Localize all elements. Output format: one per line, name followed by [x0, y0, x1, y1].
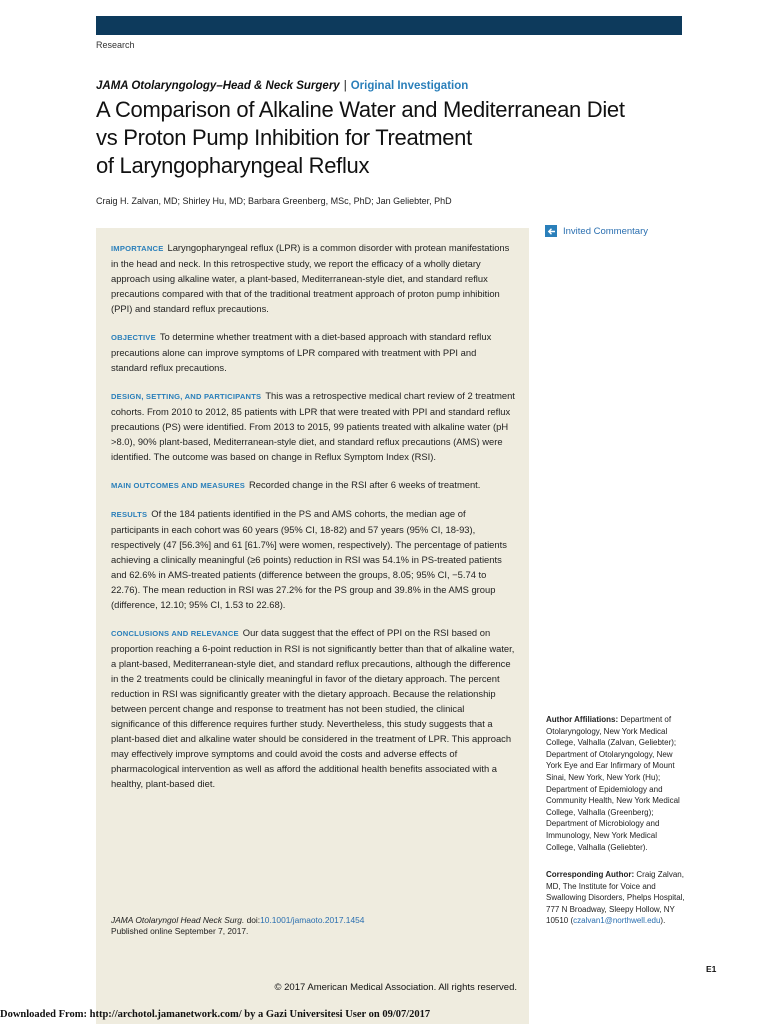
abstract-conclusions: [111, 625, 515, 791]
abstract-outcomes: [111, 477, 515, 493]
abstract-label: RESULTS: [111, 510, 148, 519]
abstract-text: Our data suggest that the effect of PPI on the RSI based on proportion reaching a 6-point reduction in RSI is not significantly better than that of alkaline water, a plant-based, Mediterranean-style diet, and standard reflux precautions, although the difference in the 2 treatments could be clinically meaningful in favor of the dietary approach. The percent reduction in RSI was significantly greater with the dietary approach. Because the relationship between percent change and response to treatment has not been studied, the clinical significance of this difference requires further study. Nevertheless, this study suggests that a plant-based diet and alkaline water should be considered in the treatment of LPR. This approach may effectively improve symptoms and could avoid the costs and adverse effects of pharmacological intervention as well as afford the additional health benefits associated with a healthy, plant-based diet.: [111, 627, 515, 789]
arrow-left-icon: [545, 225, 557, 237]
abstract-importance: [111, 240, 515, 316]
title-line: vs Proton Pump Inhibition for Treatment: [96, 125, 472, 150]
abstract-text: Of the 184 patients identified in the PS and AMS cohorts, the median age of participants in each cohort was 60 years (95% CI, 18-82) and 57 years (95% CI, 18-93), respectively (47 [56.3%] and 61 [61.7%] were women, respectively). The percentage of patients achieving a clinically meaningful (≥6 points) reduction in RSI was 54.1% in PS-treated patients and 62.6% in AMS-treated patients (difference between the groups, 8.05; 95% CI, −5.74 to 22.76). The mean reduction in RSI was 27.2% for the PS group and 39.8% in the AMS group (difference, 12.10; 95% CI, 1.53 to 22.68).: [111, 508, 507, 610]
corresponding-text: Craig Zalvan, MD, The Institute for Voice and Swallowing Disorders, Phelps Hospital, 777 N Broadway, Sleepy Hollow, NY 10510 (: [546, 870, 685, 926]
email-link[interactable]: czalvan1@northwell.edu: [573, 916, 661, 926]
journal-name: JAMA Otolaryngology–Head & Neck Surgery: [96, 80, 340, 92]
download-footer: Downloaded From: http://archotol.jamanetwork.com/ by a Gazi Universitesi User on 09/07/2017: [0, 1009, 431, 1020]
page-number: E1: [706, 964, 717, 974]
citation-block: [111, 915, 364, 937]
article-type-link[interactable]: Original Investigation: [350, 80, 469, 92]
doi-link[interactable]: 10.1001/jamaoto.2017.1454: [260, 915, 365, 925]
abstract-results: [111, 506, 515, 612]
author-affiliations: [546, 714, 686, 853]
abstract-label: OBJECTIVE: [111, 333, 156, 342]
abstract-label: DESIGN, SETTING, AND PARTICIPANTS: [111, 392, 262, 401]
abstract-design: [111, 388, 515, 464]
abstract-text: To determine whether treatment with a diet-based approach with standard reflux precautions alone can improve symptoms of LPR compared with treatment with PPI and standard reflux precautions.: [111, 331, 492, 373]
author-list: Craig H. Zalvan, MD; Shirley Hu, MD; Barbara Greenberg, MSc, PhD; Jan Geliebter, PhD: [96, 196, 452, 206]
copyright-text: © 2017 American Medical Association. All rights reserved.: [274, 982, 517, 993]
invited-commentary-label: Invited Commentary: [563, 225, 649, 237]
doi-prefix: doi:: [244, 915, 261, 925]
published-date: Published online September 7, 2017.: [111, 926, 249, 936]
citation-line: [111, 915, 364, 926]
abstract-label: CONCLUSIONS AND RELEVANCE: [111, 629, 239, 638]
section-label: Research: [96, 40, 135, 50]
copyright-notice: [96, 982, 529, 993]
abstract-text: Recorded change in the RSI after 6 weeks of treatment.: [249, 479, 481, 490]
invited-commentary-link[interactable]: [545, 225, 648, 237]
corresponding-label: Corresponding Author:: [546, 870, 635, 879]
title-line: of Laryngopharyngeal Reflux: [96, 153, 370, 178]
header-bar: [96, 16, 682, 35]
abstract-text: Laryngopharyngeal reflux (LPR) is a common disorder with protean manifestations in the head and neck. In this retrospective study, we report the efficacy of a wholly dietary approach using alkaline water, a plant-based, Mediterranean-style diet, and standard reflux precautions compared with that of the traditional treatment approach of proton pump inhibition (PPI) and standard reflux precautions.: [111, 242, 510, 314]
journal-separator: |: [343, 80, 347, 92]
affiliations-text: Department of Otolaryngology, New York Medical College, Valhalla (Zalvan, Geliebter); Department of Otolaryngology, New York Eye and Ear Infirmary of Mount Sinai, New York, New York (Hu); Department of Epidemiology and Community Health, New York Medical College, Valhalla (Greenberg); Department of Microbiology and Immunology, New York Medical College, Valhalla (Geliebter).: [546, 715, 680, 852]
abstract-label: MAIN OUTCOMES AND MEASURES: [111, 481, 246, 490]
abstract-objective: [111, 329, 515, 375]
affiliations-label: Author Affiliations:: [546, 715, 619, 724]
journal-abbrev: JAMA Otolaryngol Head Neck Surg.: [111, 915, 245, 925]
title-line: A Comparison of Alkaline Water and Mediterranean Diet: [96, 97, 625, 122]
corresponding-close: ).: [660, 916, 666, 926]
article-title: [96, 96, 696, 180]
abstract-label: IMPORTANCE: [111, 244, 164, 253]
abstract-panel: [96, 228, 529, 1024]
abstract-text: This was a retrospective medical chart review of 2 treatment cohorts. From 2010 to 2012, 85 patients with LPR that were treated with PPI and standard reflux precautions (PS) were identified. From 2013 to 2015, 99 patients treated with alkaline water (pH >8.0), 90% plant-based, Mediterranean-style diet, and standard reflux precautions (AMS) were identified. The outcome was based on change in Reflux Symptom Index (RSI).: [111, 390, 515, 462]
journal-line: [96, 80, 468, 92]
corresponding-author: [546, 869, 686, 927]
